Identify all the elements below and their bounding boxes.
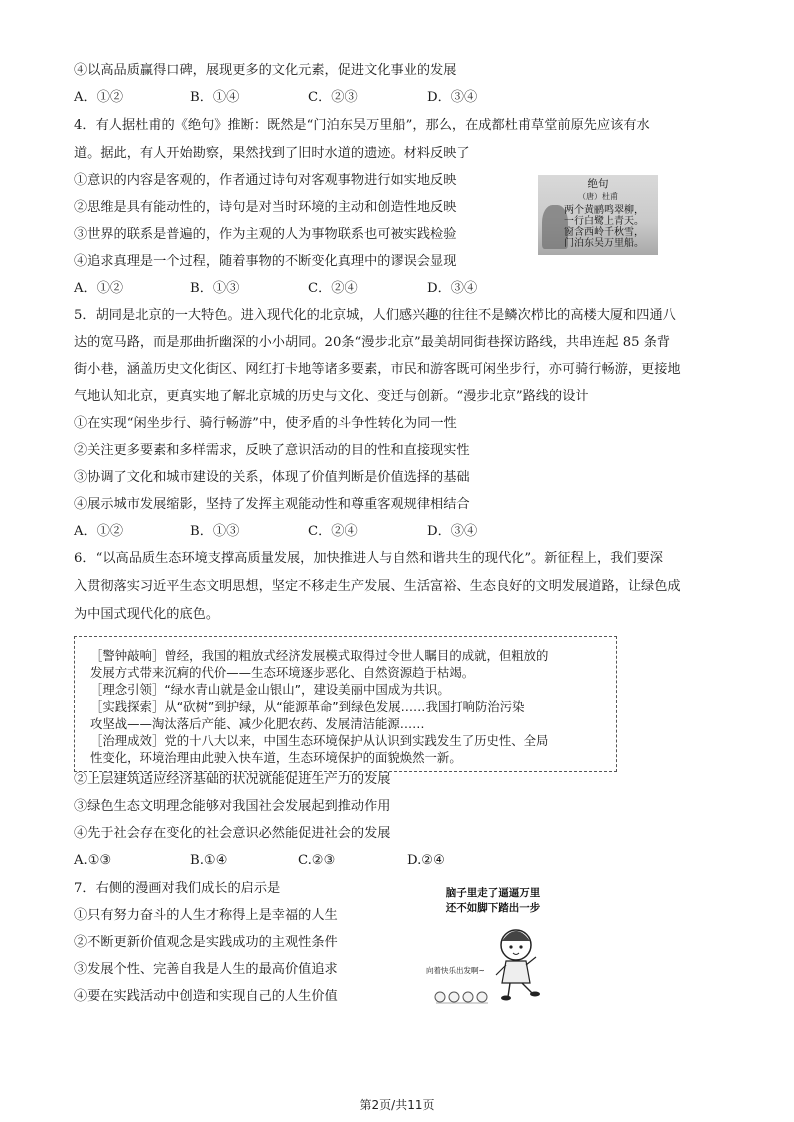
poem-illustration	[538, 175, 658, 255]
q5-stem-line-1: 5．胡同是北京的一大特色。进入现代化的北京城，人们感兴趣的往往不是鳞次栉比的高楼大厦和四通八	[74, 308, 676, 323]
q6-item-3: ③绿色生态文明理念能够对我国社会发展起到推动作用	[74, 799, 391, 814]
q5-option-b: B．①③	[190, 524, 240, 539]
q6-box-line-1: ［警钟敲响］曾经，我国的粗放式经济发展模式取得过令世人瞩目的成就，但粗放的	[90, 648, 549, 663]
q3-option-b: B．①④	[190, 90, 240, 105]
q6-box-line-2: 发展方式带来沉痾的代价——生态环境逐步恶化、自然资源趋于枯竭。	[90, 665, 475, 680]
q5-stem-line-4: 气地认知北京，更真实地了解北京城的历史与文化、变迁与创新。“漫步北京”路线的设计	[74, 389, 589, 404]
q5-item-4: ④展示城市发展缩影，坚持了发挥主观能动性和尊重客观规律相结合	[74, 497, 470, 512]
q6-stem-line-2: 入贯彻落实习近平生态文明思想，坚定不移走生产发展、生活富裕、生态良好的文明发展道路，让绿色成	[74, 579, 681, 594]
q6-option-c: C.②③	[298, 853, 336, 868]
q5-option-c: C．②④	[308, 524, 358, 539]
poem-line-1: 两个黄鹂鸣翠柳，	[564, 205, 644, 216]
poem-line-3: 窗含西岭千秋雪，	[564, 227, 644, 238]
comic-caption-line-1: 脑子里走了逼逼万里	[445, 887, 541, 899]
comic-caption-line-2: 还不如脚下踏出一步	[445, 902, 541, 914]
q4-option-c: C．②④	[308, 281, 358, 296]
q4-option-b: B．①③	[190, 281, 240, 296]
q5-option-d: D．③④	[427, 524, 478, 539]
q7-stem: 7．右侧的漫画对我们成长的启示是	[74, 881, 281, 896]
page-footer: 第2页/共11页	[359, 1098, 435, 1112]
q6-box-line-5: 攻坚战——淘汰落后产能、减少化肥农药、发展清洁能源……	[90, 716, 425, 731]
q4-item-1: ①意识的内容是客观的，作者通过诗句对客观事物进行如实地反映	[74, 173, 457, 188]
q7-item-4: ④要在实践活动中创造和实现自己的人生价值	[74, 989, 338, 1004]
q7-item-3: ③发展个性、完善自我是人生的最高价值追求	[74, 962, 338, 977]
poem-line-2: 一行白鹭上青天。	[564, 216, 644, 227]
poem-author: （唐）杜甫	[578, 192, 618, 201]
q6-box-line-6: ［治理成效］党的十八大以来，中国生态环境保护从认识到实践发生了历史性、全局	[90, 733, 549, 748]
q6-item-2: ②上层建筑适应经济基础的状况就能促进生产力的发展	[74, 772, 391, 787]
q6-option-b: B.①④	[190, 853, 228, 868]
q5-item-2: ②关注更多要素和多样需求，反映了意识活动的目的性和直接现实性	[74, 443, 470, 458]
q3-option-d: D．③④	[427, 90, 478, 105]
q5-stem-line-2: 达的宽马路，而是那曲折幽深的小小胡同。20条“漫步北京”最美胡同街巷探访路线，共串连起 85 条背	[74, 335, 671, 350]
q4-stem-line-1: 4．有人据杜甫的《绝句》推断：既然是“门泊东吴万里船”，那么，在成都杜甫草堂前原先应该有水	[74, 118, 650, 133]
q4-item-2: ②思维是具有能动性的，诗句是对当时环境的主动和创造性地反映	[74, 200, 457, 215]
q3-option-a: A．①②	[74, 90, 124, 105]
q6-stem-line-3: 为中国式现代化的底色。	[74, 607, 220, 622]
q6-stem-line-1: 6．“以高品质生态环境支撑高质量发展，加快推进人与自然和谐共生的现代化”。新征程上，我们要深	[74, 551, 663, 566]
poem-title: 绝句	[587, 178, 609, 190]
q4-option-d: D．③④	[427, 281, 478, 296]
q3-option-c: C．②③	[308, 90, 358, 105]
q5-item-1: ①在实现“闲坐步行、骑行畅游”中，使矛盾的斗争性转化为同一性	[74, 416, 457, 431]
q6-box-line-4: ［实践探索］从“砍树”到护绿，从“能源革命”到绿色发展……我国打响防治污染	[90, 699, 525, 714]
q5-stem-line-3: 街小巷，涵盖历史文化街区、网红打卡地等诸多要素，市民和游客既可闲坐步行，亦可骑行畅游，更接地	[74, 362, 681, 377]
q4-stem-line-2: 道。据此，有人开始勘察，果然找到了旧时水道的遗迹。材料反映了	[74, 146, 470, 161]
walking-child-drawing	[418, 883, 568, 1013]
q4-item-4: ④追求真理是一个过程，随着事物的不断变化真理中的谬误会显现	[74, 254, 457, 269]
q6-item-4: ④先于社会存在变化的社会意识必然能促进社会的发展	[74, 826, 391, 841]
q6-box-line-7: 性变化，环境治理由此驶入快车道，生态环境保护的面貌焕然一新。	[90, 750, 462, 765]
q6-option-d: D.②④	[407, 853, 445, 868]
q4-item-3: ③世界的联系是普遍的，作为主观的人为事物联系也可被实践检验	[74, 227, 457, 242]
q5-item-3: ③协调了文化和城市建设的关系，体现了价值判断是价值选择的基础	[74, 470, 470, 485]
comic-speech: 向着快乐出发啊~	[426, 966, 485, 975]
q7-item-1: ①只有努力奋斗的人生才称得上是幸福的人生	[74, 908, 338, 923]
q6-option-a: A.①③	[74, 853, 112, 868]
q5-option-a: A．①②	[74, 524, 124, 539]
q6-box-line-3: ［理念引领］“绿水青山就是金山银山”，建设美丽中国成为共识。	[90, 682, 450, 697]
comic-illustration	[418, 883, 568, 1013]
poem-line-4: 门泊东吴万里船。	[564, 238, 644, 249]
q7-item-2: ②不断更新价值观念是实践成功的主观性条件	[74, 935, 338, 950]
q3-item-4: ④以高品质赢得口碑，展现更多的文化元素，促进文化事业的发展	[74, 63, 457, 78]
q4-option-a: A．①②	[74, 281, 124, 296]
